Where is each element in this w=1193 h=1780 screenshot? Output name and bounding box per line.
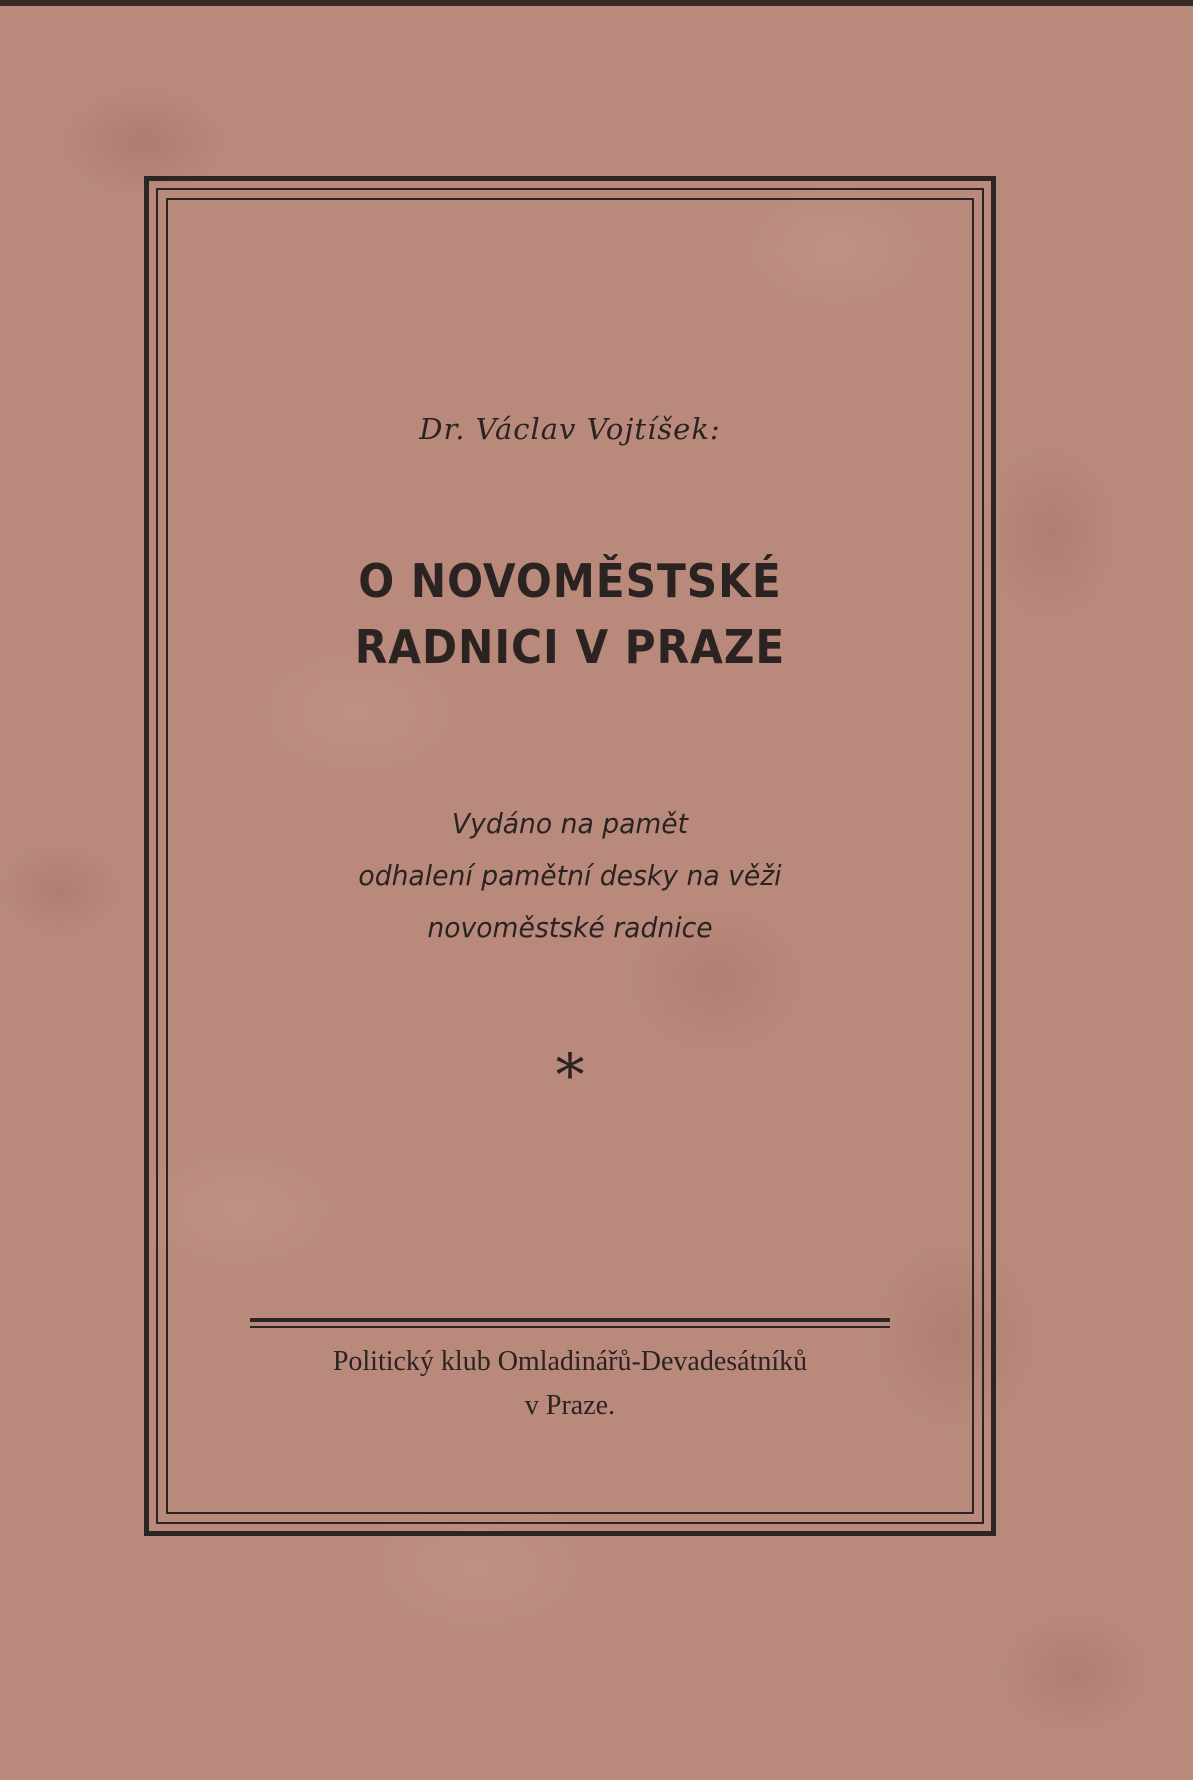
divider-rule-thin — [250, 1326, 890, 1328]
subtitle-line-1: Vydáno na pamět — [451, 807, 689, 840]
publisher-line-2: v Praze. — [524, 1390, 616, 1421]
author-name: Dr. Václav Vojtíšek: — [419, 412, 721, 446]
publisher — [144, 1340, 996, 1428]
book-subtitle — [165, 798, 974, 954]
subtitle-line-3: novoměstské radnice — [427, 911, 713, 944]
book-title — [178, 548, 962, 680]
publisher-line-1: Politický klub Omladinářů-Devadesátníků — [332, 1346, 808, 1377]
subtitle-line-2: odhalení pamětní desky na věži — [358, 859, 782, 892]
asterisk-ornament: * — [555, 1041, 585, 1109]
page-top-edge — [0, 0, 1193, 6]
title-line-1: O NOVOMĚSTSKÉ — [358, 554, 782, 608]
title-line-2: RADNICI V PRAZE — [354, 620, 786, 674]
divider-rule-thick — [250, 1318, 890, 1322]
